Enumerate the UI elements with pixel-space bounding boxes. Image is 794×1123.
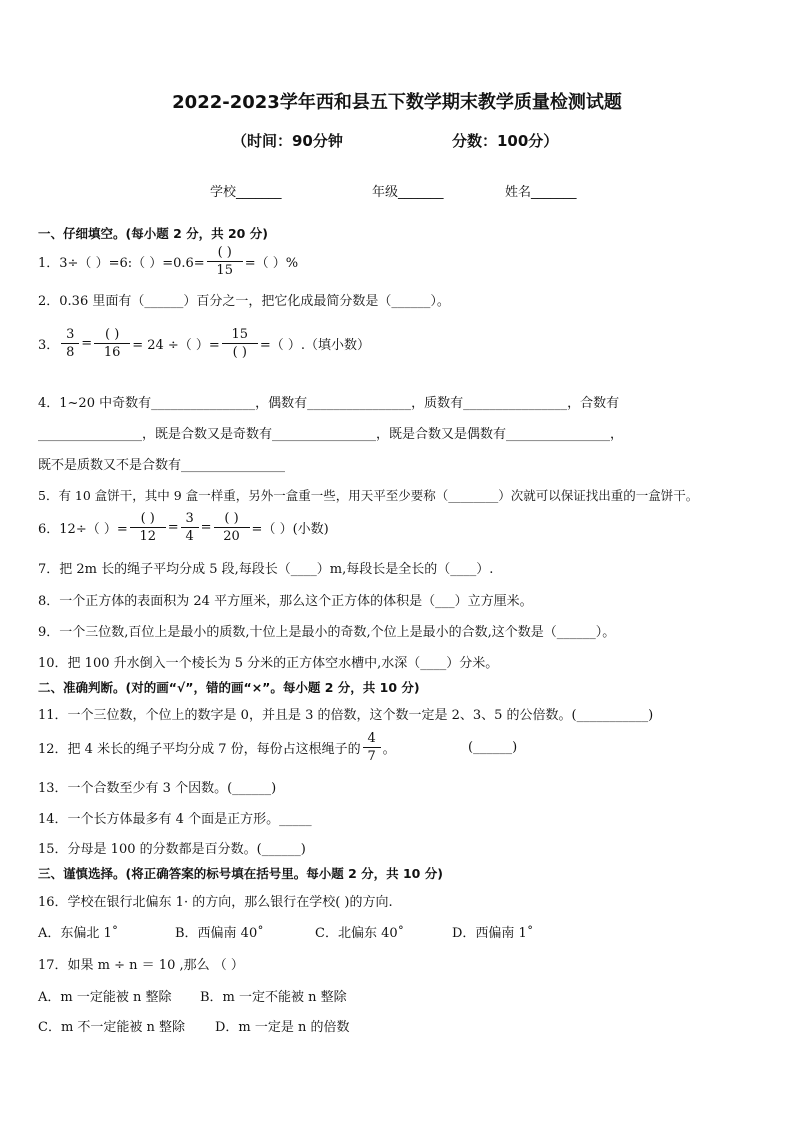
q6-text-b: =（ ）(小数) [251, 522, 329, 537]
q3-text-end: =（ ）.（填小数） [259, 338, 370, 353]
q16-option-b[interactable]: B．西偏南 40˚ [175, 926, 264, 941]
q6-f3-denominator: 20 [223, 529, 240, 544]
q3-fraction-2 [94, 326, 130, 361]
q12-text-b: 。 [382, 742, 396, 757]
q6-fraction-1 [130, 510, 166, 545]
question-7: 7．把 2m 长的绳子平均分成 5 段,每段长（____）m,每段长是全长的（____）. [38, 562, 494, 577]
question-12 [38, 730, 396, 765]
q3-fraction-1 [61, 326, 79, 361]
question-13: 13．一个合数至少有 3 个因数。(______) [38, 781, 277, 796]
q3-f1-denominator: 8 [66, 345, 75, 360]
section2-heading: 二、准确判断。(对的画“√”，错的画“×”。每小题 2 分，共 10 分) [38, 680, 420, 695]
q6-f1-denominator: 12 [139, 529, 156, 544]
q6-fraction-3 [214, 510, 250, 545]
q6-f1-numerator: ( ) [130, 510, 166, 528]
q3-equals: = [81, 336, 93, 351]
name-field: 姓名_______ [505, 185, 577, 200]
question-15: 15．分母是 100 的分数都是百分数。(______) [38, 842, 306, 857]
q6-eq-2: = [200, 520, 212, 535]
q3-f1-numerator: 3 [61, 326, 79, 344]
question-10: 10．把 100 升水倒入一个棱长为 5 分米的正方体空水槽中,水深（____）分米。 [38, 656, 499, 671]
section3-heading: 三、谨慎选择。(将正确答案的标号填在括号里。每小题 2 分，共 10 分) [38, 866, 443, 881]
q6-text-a: 6．12÷（ ）= [38, 522, 128, 537]
question-16: 16．学校在银行北偏东 1· 的方向，那么银行在学校( )的方向. [38, 895, 393, 910]
question-5: 5．有 10 盒饼干，其中 9 盒一样重，另外一盒重一些，用天平至少要称（________）次就可以保证找出重的一盒饼干。 [38, 488, 699, 503]
q3-f3-denominator: ( ) [232, 345, 247, 360]
q3-fraction-3 [222, 326, 258, 361]
q3-f2-denominator: 16 [103, 345, 121, 360]
q12-text-a: 12．把 4 米长的绳子平均分成 7 份，每份占这根绳子的 [38, 742, 361, 757]
q6-fraction-2 [181, 510, 199, 545]
q16-option-a[interactable]: A．东偏北 1˚ [38, 926, 119, 941]
q6-f2-numerator: 3 [181, 510, 199, 528]
page-title: 2022-2023学年西和县五下数学期末教学质量检测试题 [172, 92, 622, 113]
q12-numerator: 4 [363, 730, 381, 748]
grade-field: 年级_______ [372, 185, 444, 200]
q3-f3-numerator: 15 [222, 326, 258, 344]
q3-text-mid: = 24 ÷（ ）= [132, 338, 220, 353]
question-8: 8．一个正方体的表面积为 24 平方厘米，那么这个正方体的体积是（___）立方厘米。 [38, 594, 533, 609]
q1-denominator: 15 [216, 263, 233, 278]
q12-denominator: 7 [367, 749, 376, 764]
section1-heading: 一、仔细填空。(每小题 2 分，共 20 分) [38, 226, 268, 241]
question-9: 9．一个三位数,百位上是最小的质数,十位上是最小的奇数,个位上是最小的合数,这个数是（______）。 [38, 625, 616, 640]
q17-option-a[interactable]: A．m 一定能被 n 整除 [38, 990, 172, 1005]
q1-numerator: ( ) [207, 244, 243, 262]
question-4-line-2: ________________，既是合数又是奇数有________________，既是合数又是偶数有________________， [38, 427, 624, 442]
q6-f2-denominator: 4 [185, 529, 194, 544]
exam-time: （时间：90分钟 [232, 132, 343, 150]
q17-option-b[interactable]: B．m 一定不能被 n 整除 [200, 990, 347, 1005]
q16-option-d[interactable]: D．西偏南 1˚ [452, 926, 534, 941]
question-3 [38, 326, 370, 361]
question-14: 14．一个长方体最多有 4 个面是正方形。_____ [38, 812, 312, 827]
question-4-line-3: 既不是质数又不是合数有________________ [38, 458, 286, 473]
question-17: 17．如果 m ÷ n ＝ 10 ,那么 （ ） [38, 958, 244, 973]
q16-option-c[interactable]: C．北偏东 40˚ [315, 926, 405, 941]
question-1 [38, 244, 298, 279]
school-field: 学校_______ [210, 185, 282, 200]
q1-text-a: 1．3÷（ ）=6:（ ）=0.6= [38, 256, 205, 271]
question-4-line-1: 4．1~20 中奇数有________________，偶数有________________，质数有________________，合数有 [38, 396, 620, 411]
q12-fraction [363, 730, 381, 765]
q6-f3-numerator: ( ) [214, 510, 250, 528]
question-2: 2．0.36 里面有（______）百分之一，把它化成最简分数是（______）。 [38, 294, 450, 309]
q17-option-c[interactable]: C．m 不一定能被 n 整除 [38, 1020, 186, 1035]
question-6 [38, 510, 329, 545]
q3-f2-numerator: ( ) [94, 326, 130, 344]
question-11: 11．一个三位数，个位上的数字是 0，并且是 3 的倍数，这个数一定是 2、3、5 的公倍数。(___________) [38, 708, 654, 723]
q17-option-d[interactable]: D．m 一定是 n 的倍数 [215, 1020, 350, 1035]
q1-text-b: =（ ）% [244, 256, 299, 271]
q12-answer-blank: (______) [468, 740, 518, 755]
q1-fraction [207, 244, 243, 279]
q6-eq-1: = [167, 520, 179, 535]
exam-score: 分数：100分） [452, 132, 559, 150]
q3-label: 3． [38, 338, 60, 353]
